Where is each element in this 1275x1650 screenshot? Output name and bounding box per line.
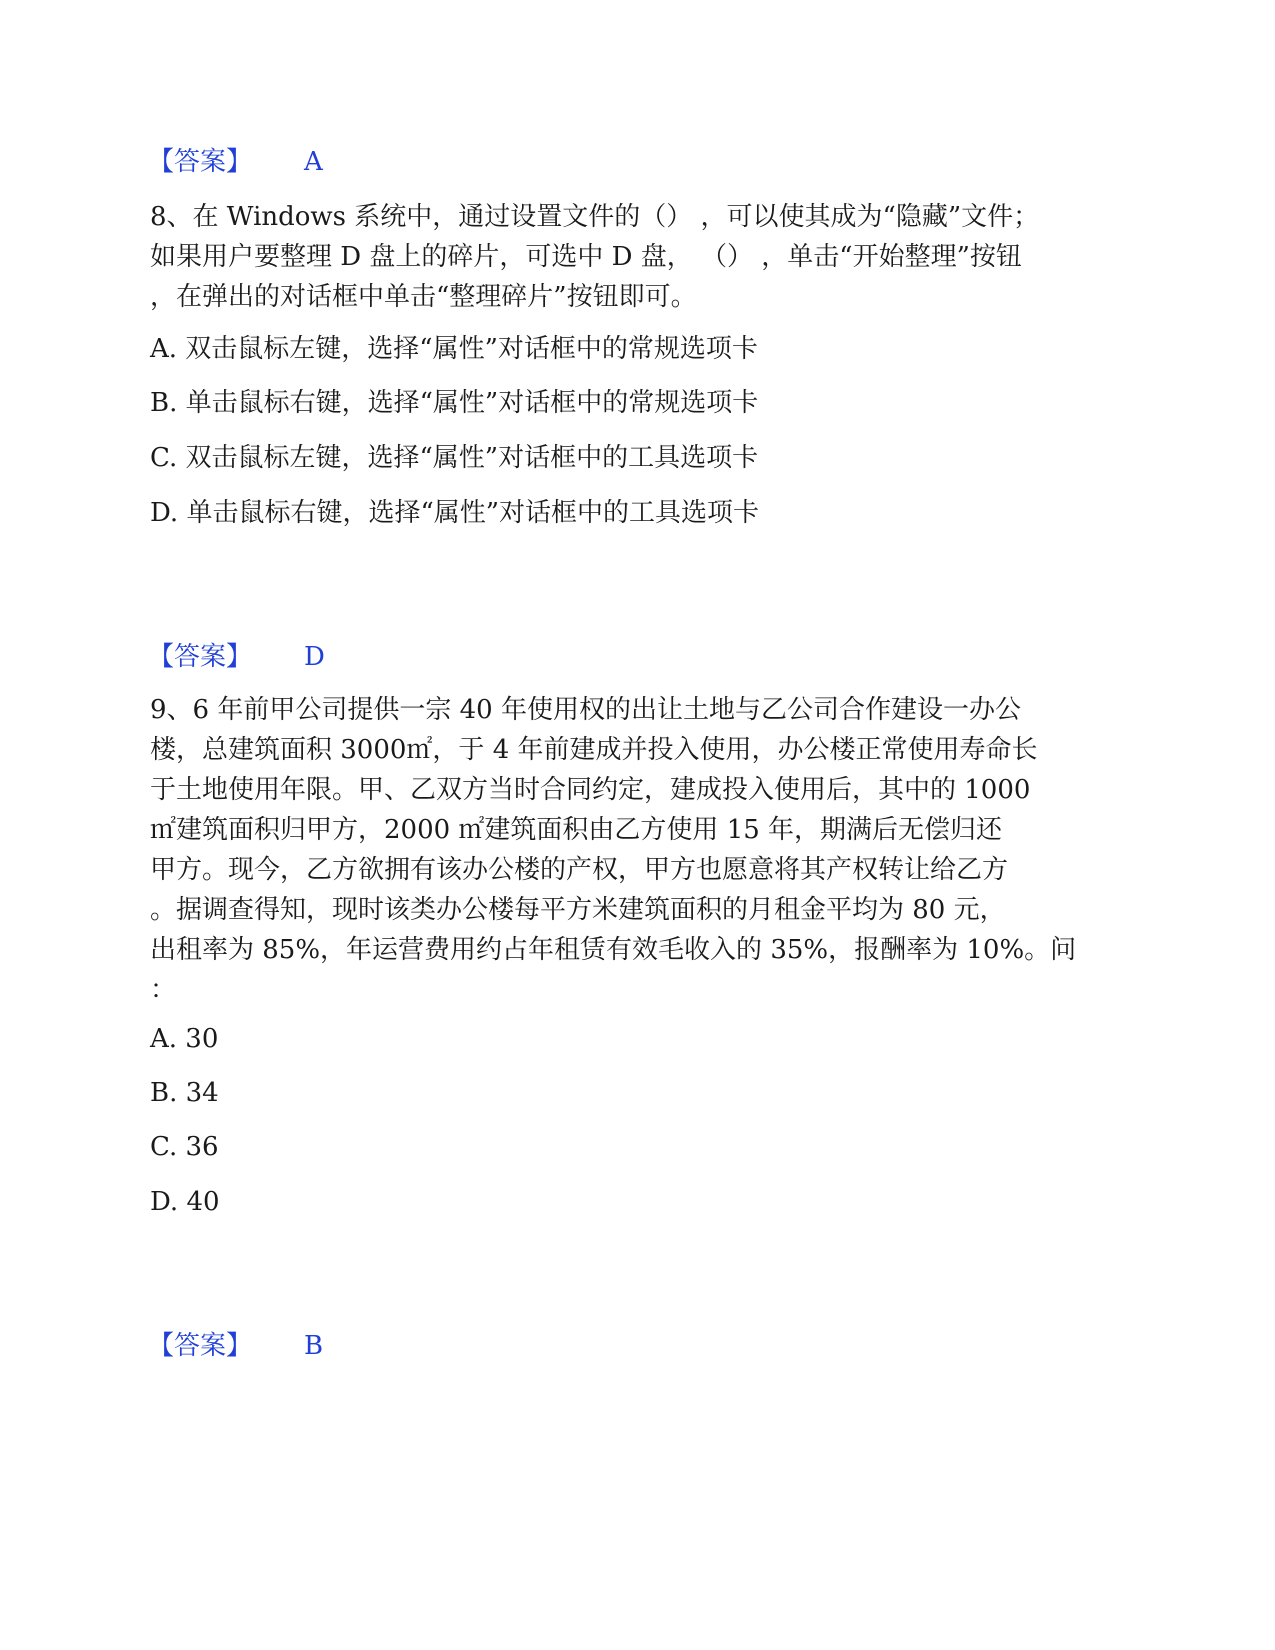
answer-value: A — [304, 147, 323, 177]
question-8-option-c: C. 双击鼠标左键，选择“属性”对话框中的工具选项卡 — [150, 443, 759, 473]
answer-line-2 — [148, 640, 325, 674]
question-9-option-d: D. 40 — [150, 1187, 220, 1217]
question-9-option-c: C. 36 — [150, 1132, 219, 1162]
question-9-line-4: ㎡建筑面积归甲方，2000 ㎡建筑面积由乙方使用 15 年，期满后无偿归还 — [150, 815, 1003, 845]
question-9-option-b: B. 34 — [150, 1078, 219, 1108]
question-9-option-a: A. 30 — [150, 1024, 219, 1054]
question-9-line-7: 出租率为 85%，年运营费用约占年租赁有效毛收入的 35%，报酬率为 10%。问 — [150, 935, 1077, 965]
question-9-line-1: 9、6 年前甲公司提供一宗 40 年使用权的出让土地与乙公司合作建设一办公 — [150, 695, 1021, 725]
question-9-line-2: 楼，总建筑面积 3000㎡，于 4 年前建成并投入使用，办公楼正常使用寿命长 — [150, 735, 1038, 765]
question-8-line-1: 8、在 Windows 系统中，通过设置文件的（） ，可以使其成为“隐藏”文件； — [150, 202, 1040, 232]
question-8-line-3: ，在弹出的对话框中单击“整理碎片”按钮即可。 — [150, 282, 697, 312]
question-8-option-b: B. 单击鼠标右键，选择“属性”对话框中的常规选项卡 — [150, 388, 759, 418]
answer-value: D — [304, 642, 325, 672]
question-9-line-5: 甲方。现今，乙方欲拥有该办公楼的产权，甲方也愿意将其产权转让给乙方 — [150, 855, 1009, 885]
answer-value: B — [304, 1331, 324, 1361]
question-8-option-a: A. 双击鼠标左键，选择“属性”对话框中的常规选项卡 — [150, 334, 758, 364]
answer-line-3 — [148, 1329, 323, 1363]
answer-label: 【答案】 — [148, 147, 253, 177]
question-9-line-6: 。据调查得知，现时该类办公楼每平方米建筑面积的月租金平均为 80 元， — [150, 895, 1006, 925]
answer-label: 【答案】 — [148, 642, 253, 672]
question-9-line-3: 于土地使用年限。甲、乙双方当时合同约定，建成投入使用后，其中的 1000 — [150, 775, 1031, 805]
answer-line-1 — [148, 145, 323, 179]
question-8 — [150, 197, 1130, 317]
answer-label: 【答案】 — [148, 1331, 253, 1361]
question-8-line-2: 如果用户要整理 D 盘上的碎片，可选中 D 盘， （） ，单击“开始整理”按钮 — [150, 242, 1022, 272]
question-9 — [150, 690, 1130, 1010]
question-8-option-d: D. 单击鼠标右键，选择“属性”对话框中的工具选项卡 — [150, 498, 760, 528]
question-9-line-8: ： — [150, 975, 177, 1005]
